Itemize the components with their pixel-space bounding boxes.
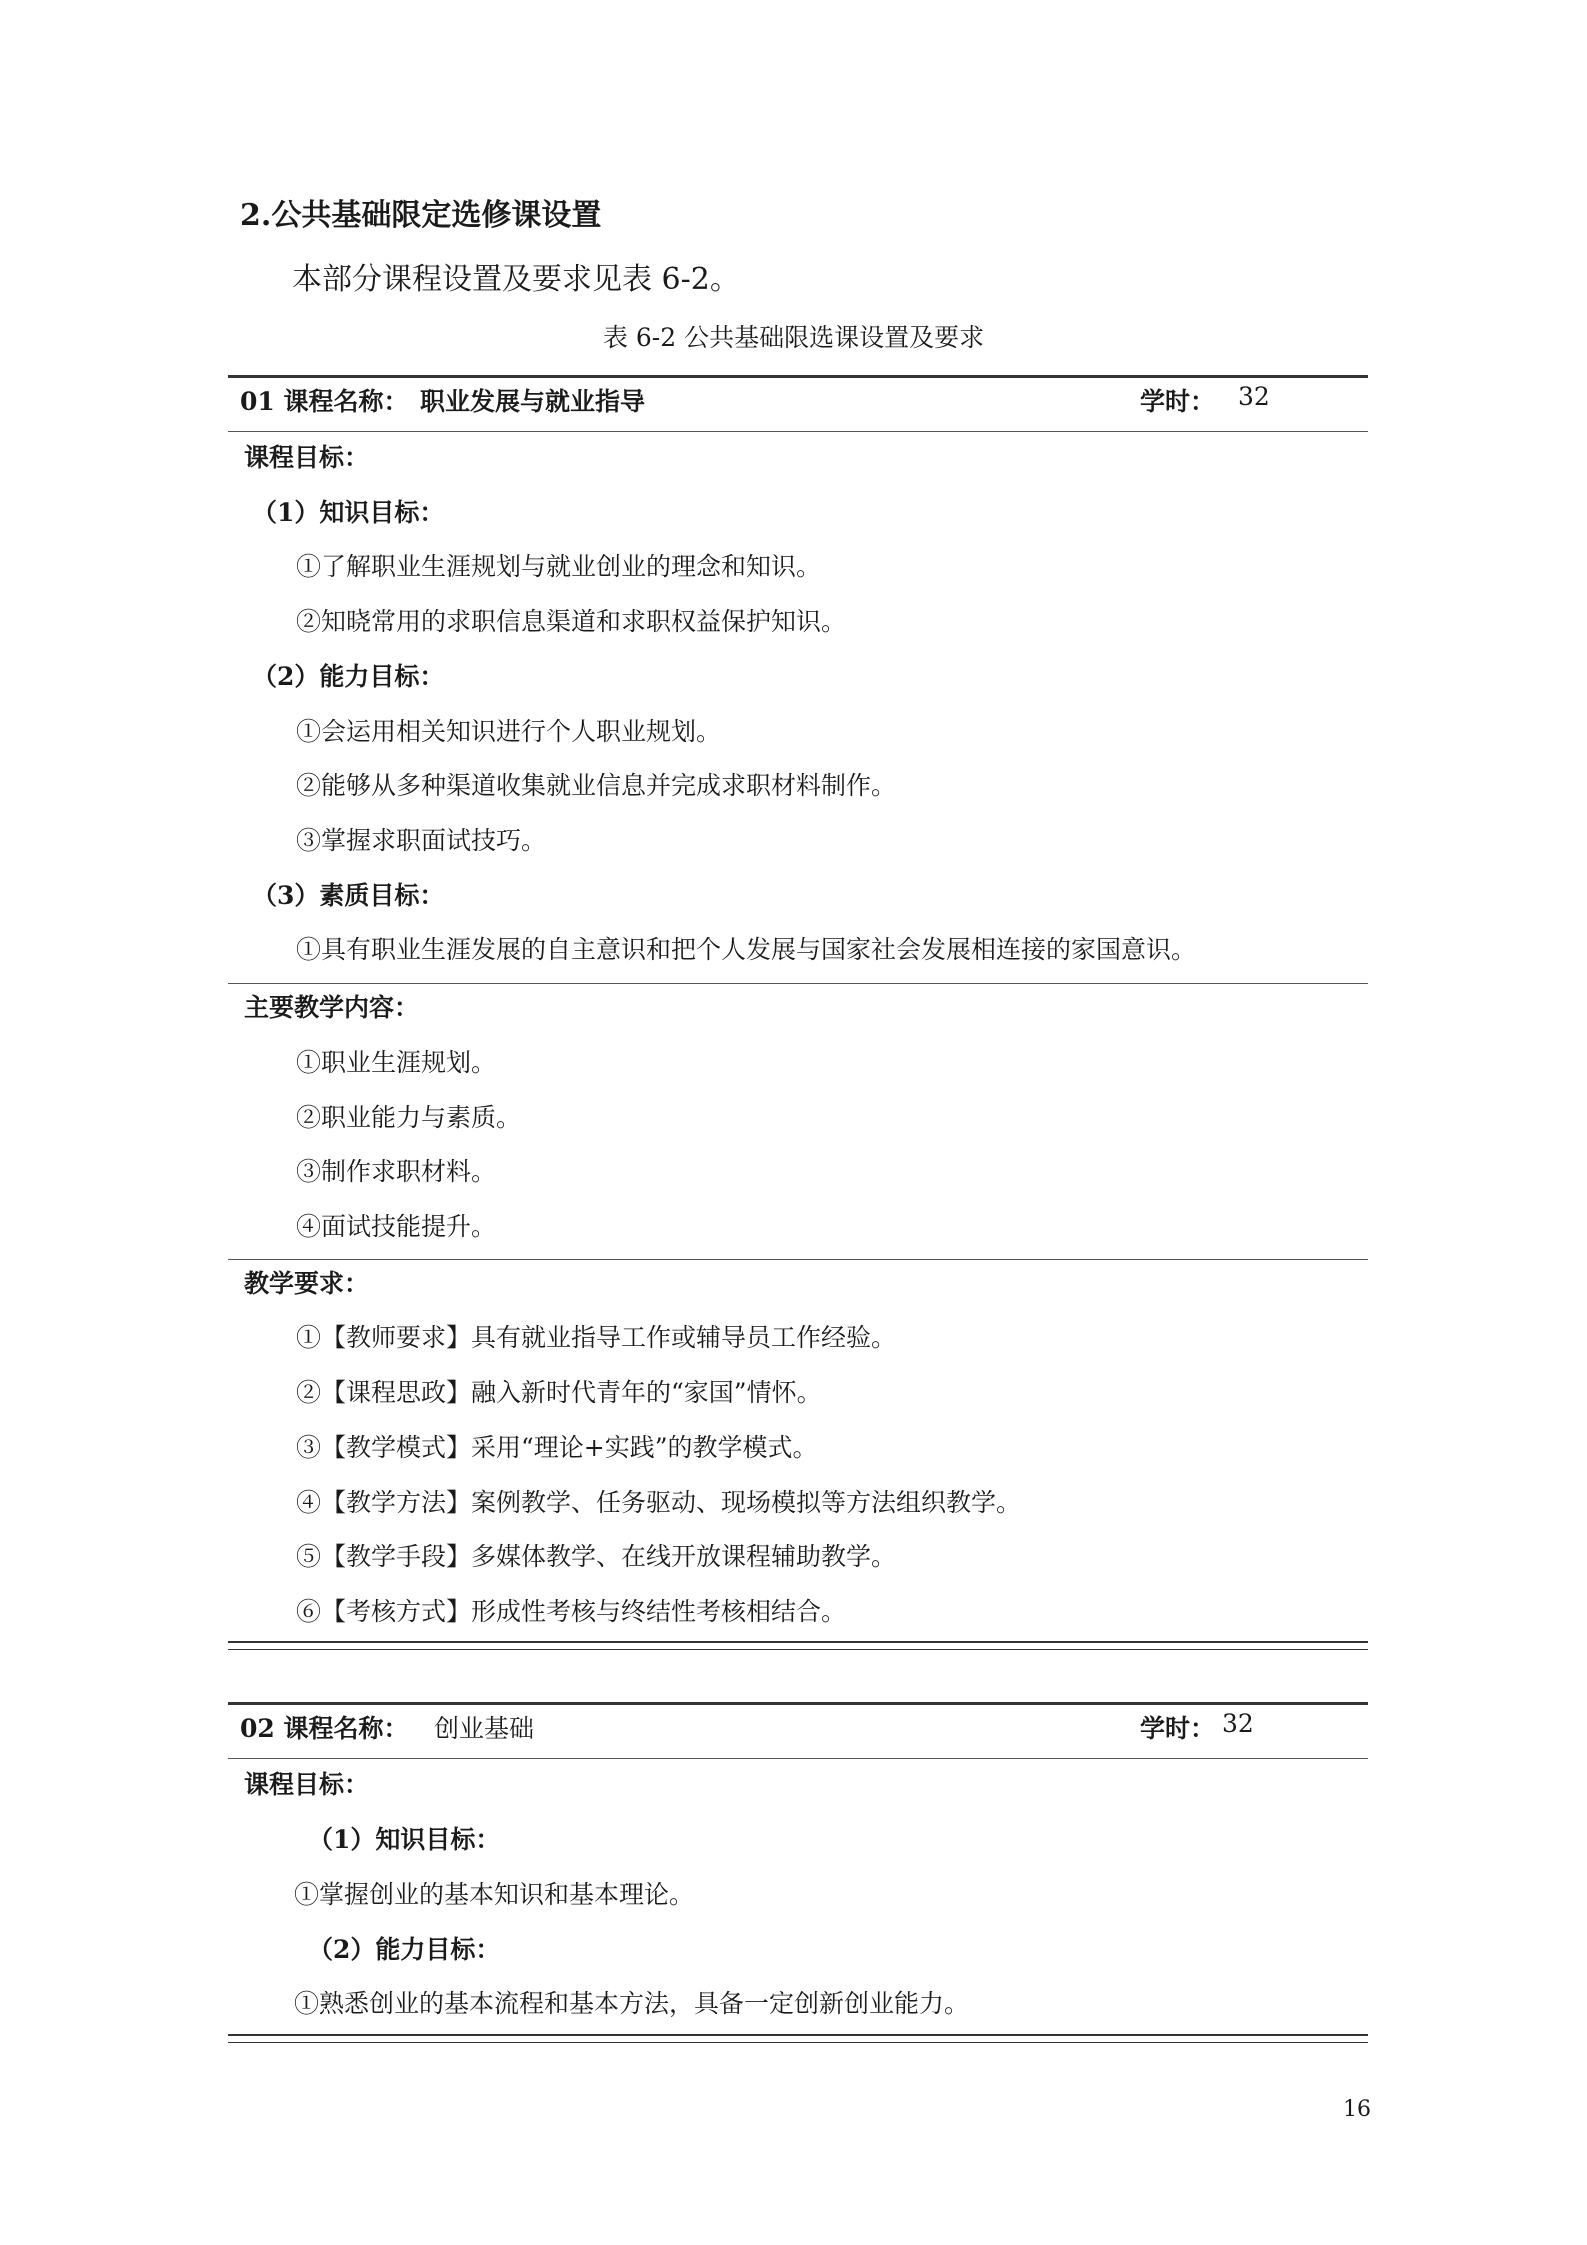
- table1-bottom-rule: [228, 1641, 1368, 1650]
- course1-req-item: ⑤【教学手段】多媒体教学、在线开放课程辅助教学。: [296, 1542, 897, 1571]
- course1-req-item: ⑥【考核方式】形成性考核与终结性考核相结合。: [296, 1597, 847, 1626]
- course2-knowledge-item: ①掌握创业的基本知识和基本理论。: [294, 1880, 695, 1909]
- course1-goals-label: 课程目标：: [244, 443, 370, 472]
- course1-title-name: 职业发展与就业指导: [420, 387, 646, 416]
- course1-hours-label: 学时：: [1140, 387, 1216, 416]
- course1-knowledge-item: ②知晓常用的求职信息渠道和求职权益保护知识。: [296, 607, 847, 636]
- course1-req-item: ③【教学模式】采用“理论+实践”的教学模式。: [296, 1433, 818, 1462]
- intro-paragraph: 本部分课程设置及要求见表 6-2。: [292, 262, 740, 297]
- table1-top-rule: [228, 375, 1368, 378]
- course1-content-item: ④面试技能提升。: [296, 1212, 497, 1241]
- section-heading: 2.公共基础限定选修课设置: [240, 198, 602, 233]
- course1-hours-value: 32: [1238, 382, 1270, 411]
- course1-ability-item: ③掌握求职面试技巧。: [296, 826, 547, 855]
- course1-req-item: ②【课程思政】融入新时代青年的“家国”情怀。: [296, 1378, 822, 1407]
- course1-title-label: 01 课程名称：: [240, 387, 409, 416]
- course1-content-divider: [228, 1259, 1368, 1260]
- course1-ability-label: （2）能力目标：: [252, 662, 445, 691]
- course2-ability-label: （2）能力目标：: [308, 1935, 501, 1964]
- table2-bottom-rule: [228, 2034, 1368, 2043]
- course1-knowledge-label: （1）知识目标：: [252, 498, 445, 527]
- course2-title-name: 创业基础: [434, 1714, 535, 1743]
- course2-title-divider: [228, 1758, 1368, 1759]
- course1-title-divider: [228, 431, 1368, 432]
- course1-goals-divider: [228, 983, 1368, 984]
- page-number: 16: [1343, 2097, 1371, 2122]
- course1-quality-item: ①具有职业生涯发展的自主意识和把个人发展与国家社会发展相连接的家国意识。: [296, 935, 1197, 964]
- course1-req-label: 教学要求：: [244, 1269, 370, 1298]
- course1-knowledge-item: ①了解职业生涯规划与就业创业的理念和知识。: [296, 552, 822, 581]
- course2-knowledge-label: （1）知识目标：: [308, 1825, 501, 1854]
- course1-ability-item: ①会运用相关知识进行个人职业规划。: [296, 717, 722, 746]
- course2-hours-value: 32: [1222, 1709, 1254, 1738]
- course1-content-item: ②职业能力与素质。: [296, 1103, 522, 1132]
- table-caption: 表 6-2 公共基础限选课设置及要求: [602, 323, 985, 352]
- course2-title-label: 02 课程名称：: [240, 1714, 409, 1743]
- course1-req-item: ④【教学方法】案例教学、任务驱动、现场模拟等方法组织教学。: [296, 1488, 1022, 1517]
- course2-ability-item: ①熟悉创业的基本流程和基本方法，具备一定创新创业能力。: [294, 1989, 970, 2018]
- table2-top-rule: [228, 1702, 1368, 1705]
- course1-content-item: ③制作求职材料。: [296, 1157, 497, 1186]
- course1-content-label: 主要教学内容：: [244, 993, 420, 1022]
- course1-ability-item: ②能够从多种渠道收集就业信息并完成求职材料制作。: [296, 771, 897, 800]
- course1-quality-label: （3）素质目标：: [252, 881, 445, 910]
- course1-req-item: ①【教师要求】具有就业指导工作或辅导员工作经验。: [296, 1323, 897, 1352]
- course1-content-item: ①职业生涯规划。: [296, 1048, 497, 1077]
- course2-hours-label: 学时：: [1140, 1714, 1216, 1743]
- course2-goals-label: 课程目标：: [244, 1770, 370, 1799]
